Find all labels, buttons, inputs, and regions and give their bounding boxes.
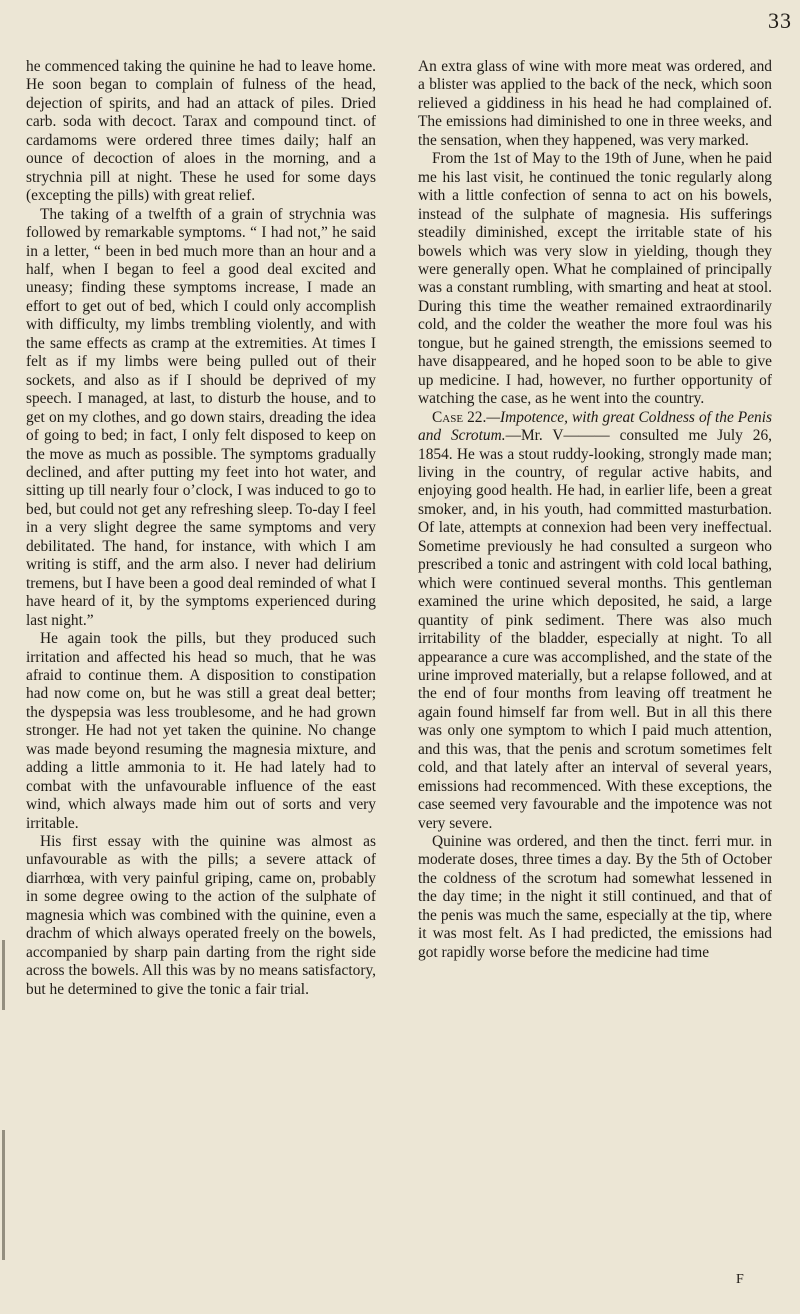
- case-paragraph: [418, 409, 772, 833]
- paragraph: From the 1st of May to the 19th of June, when he paid me his last visit, he continued the tonic regularly along with a little confection of senna to act on his bowels, instead of the sulphate of magnesia. His sufferings steadily diminished, except the irritable state of his bowels which was very slow in yielding, though they were generally open. What he complained of principally was a constant rumbling, with smarting and heat at stool. During this time the weather remained extraordinarily cold, and the colder the weather the more foul was his tongue, but he gained strength, the emissions seemed to have disappeared, and he hoped soon to be able to give up medicine. I had, however, no further opportunity of watching the case, as he went into the country.: [418, 150, 772, 408]
- binding-shadow: [2, 1130, 5, 1260]
- paragraph: His first essay with the quinine was almost as unfavourable as with the pills; a severe attack of diarrhœa, with very painful griping, came on, probably in some degree owing to the action of the sulphate of magnesia which was combined with the quinine, even a drachm of which always operated freely on the bowels, accompanied by sharp pain darting from the right side across the bowels. All this was by no means satisfactory, but he determined to give the tonic a fair trial.: [26, 833, 376, 998]
- case-title: —Impotence, with great Coldness of the Penis and Scrotum.: [418, 408, 772, 445]
- paragraph: Quinine was ordered, and then the tinct. ferri mur. in moderate doses, three times a day. By the 5th of October the coldness of the scrotum had somewhat lessened in the day time; in the night it still continued, and that of the penis was much the same, especially at the tip, where it was most felt. As I had predicted, the emissions had got rapidly worse before the medicine had time: [418, 833, 772, 961]
- signature-mark: F: [736, 1272, 744, 1287]
- paragraph: He again took the pills, but they produced such irritation and affected his head so much, that he was afraid to continue them. A disposition to constipation had now come on, but he was still a great deal better; the dyspepsia was less troublesome, and he had grown stronger. He had not yet taken the quinine. No change was made beyond resuming the magnesia mixture, and adding a little ammonia to it. He had lately had to combat with the unfavourable influence of the east wind, which always made him out of sorts and very irritable.: [26, 630, 376, 832]
- left-column: [26, 58, 376, 999]
- binding-shadow: [2, 940, 5, 1010]
- paragraph: The taking of a twelfth of a grain of strychnia was followed by remarkable symptoms. “ I had not,” he said in a letter, “ been in bed much more than an hour and a half, when I began to feel a good deal excited and uneasy; finding these symptoms increase, I made an effort to get out of bed, which I could only accomplish with difficulty, my limbs trembling violently, and with the same effects as cramp at the extremities. At times I felt as if my limbs were being pulled out of their sockets, and also as if I should be deprived of my speech. I managed, at last, to disturb the house, and to get on my clothes, and go down stairs, dreading the idea of going to bed; in fact, I only felt disposed to keep on the move as much as possible. The symptoms gradually declined, and after putting my feet into hot water, and sitting up till nearly four o’clock, I was induced to go to bed, but could not get any refreshing sleep. To-day I feel in a very slight degree the same symptoms and very debilitated. The hand, for instance, with which I am writing is stiff, and the arm also. I never had delirium tremens, but I have been a good deal reminded of what I have heard of it, by the symptoms experienced during last night.”: [26, 205, 376, 629]
- right-column: [418, 58, 772, 962]
- page-number: 33: [768, 8, 792, 33]
- paragraph: he commenced taking the quinine he had to leave home. He soon began to complain of fulness of the head, dejection of spirits, and had an attack of piles. Dried carb. soda with decoct. Tarax and compound tinct. of cardamoms were ordered three times daily; half an ounce of decoction of aloes in the morning, and a strychnia pill at night. These he used for some days (excepting the pills) with great relief.: [26, 58, 376, 205]
- paragraph: An extra glass of wine with more meat was ordered, and a blister was applied to the back of the neck, which soon relieved a giddiness in his head he had complained of. The emissions had diminished to one in three weeks, and the sensation, when they happened, was very marked.: [418, 58, 772, 149]
- case-label: Case 22.: [432, 408, 487, 426]
- case-text: —Mr. V——— consulted me July 26, 1854. He was a stout ruddy-looking, strongly made man; living in the country, of regular active habits, and enjoying good health. He had, in earlier life, been a great smoker, and, in his youth, had committed masturbation. Of late, attempts at connexion had been very ineffectual. Sometime previously he had consulted a surgeon who prescribed a tonic and astringent with cold local bathing, which were continued several months. This gentleman examined the urine which deposited, he said, a large quantity of pink sediment. There was also much irritability of the bladder, especially at night. To all appearance a cure was accomplished, and the state of the urine improved materially, but a relapse followed, and at the end of four months from leaving off treatment he again found himself far from well. But in all this there was only one symptom to which I paid much attention, and this was, that the penis and scrotum sometimes felt cold, and that lately after an interval of several years, emissions had recommenced. With these exceptions, the case seemed very favourable and the impotence was not very severe.: [418, 427, 772, 832]
